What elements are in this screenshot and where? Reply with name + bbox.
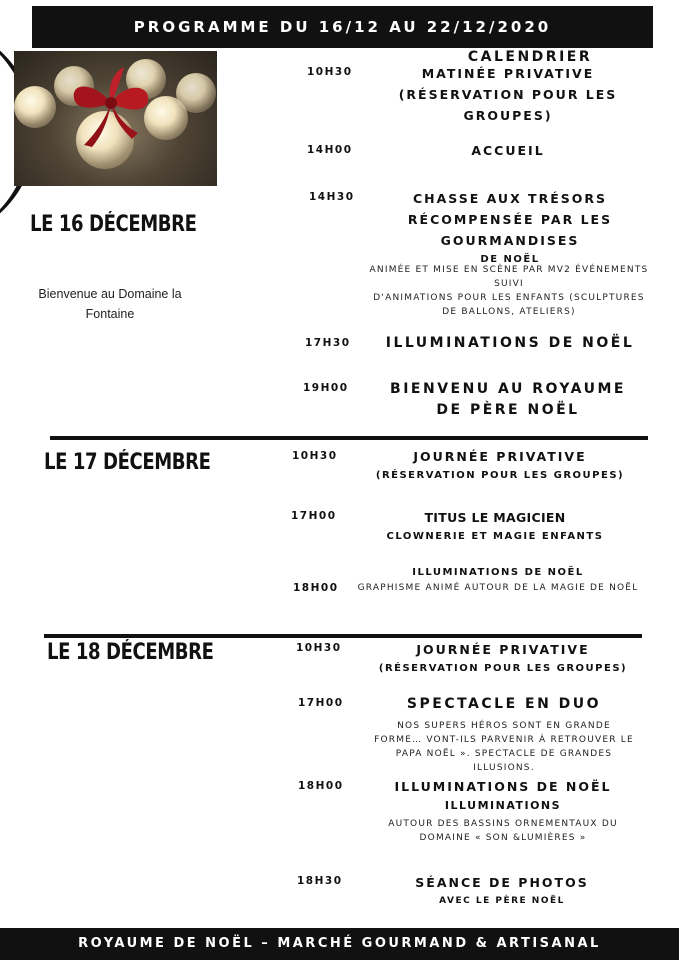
calendar-label: CALENDRIER bbox=[467, 49, 593, 65]
event-time: 10H30 bbox=[292, 450, 338, 462]
section-divider bbox=[50, 436, 648, 440]
event-time: 19H00 bbox=[303, 382, 349, 394]
red-bow-icon bbox=[66, 63, 156, 153]
event-journee-privative-18: JOURNÉE PRIVATIVE (RÉSERVATION POUR LES GROUPES) bbox=[378, 642, 628, 674]
program-title-banner: PROGRAMME DU 16/12 AU 22/12/2020 bbox=[32, 6, 653, 48]
event-journee-privative-17: JOURNÉE PRIVATIVE (RÉSERVATION POUR LES GROUPES) bbox=[375, 449, 625, 481]
christmas-lights-photo bbox=[14, 51, 217, 186]
event-time: 18H00 bbox=[293, 582, 339, 594]
event-time: 14H00 bbox=[307, 144, 353, 156]
event-spectacle-en-duo: SPECTACLE EN DUO NOS SUPERS HÉROS SONT EN GRANDE FORME… VONT-ILS PARVENIR À RETROUVER LE PAPA NOËL ». SPECTACLE DE GRANDES ILLUSIONS. bbox=[374, 696, 634, 773]
day-date-17: LE 17 DÉCEMBRE bbox=[44, 450, 211, 475]
event-titus-le-magicien: TITUS LE MAGICIEN CLOWNERIE ET MAGIE ENFANTS bbox=[386, 510, 604, 542]
welcome-text: Bienvenue au Domaine la Fontaine bbox=[38, 287, 182, 321]
event-chasse-description: ANIMÉE ET MISE EN SCÈNE PAR MV2 ÉVÉNEMENTS SUIVI D'ANIMATIONS POUR LES ENFANTS (SCULPTURES DE BALLONS, ATELIERS) bbox=[369, 265, 649, 317]
event-time: 18H00 bbox=[298, 780, 344, 792]
section-divider bbox=[44, 634, 642, 638]
event-time: 14H30 bbox=[309, 191, 355, 203]
event-time: 17H00 bbox=[291, 510, 337, 522]
event-time: 17H00 bbox=[298, 697, 344, 709]
event-time: 18H30 bbox=[297, 875, 343, 887]
footer-banner: ROYAUME DE NOËL – MARCHÉ GOURMAND & ARTISANAL bbox=[0, 928, 679, 960]
day-date-16: LE 16 DÉCEMBRE bbox=[30, 212, 197, 237]
event-time: 10H30 bbox=[296, 642, 342, 654]
event-illuminations-16: ILLUMINATIONS DE NOËL bbox=[385, 335, 635, 351]
event-time: 10H30 bbox=[307, 66, 353, 78]
event-matinee-privative: MATINÉE PRIVATIVE (RÉSERVATION POUR LES GROUPES) bbox=[398, 66, 618, 123]
event-accueil: ACCUEIL bbox=[471, 143, 545, 158]
event-illuminations-17: ILLUMINATIONS DE NOËL GRAPHISME ANIMÉ AUTOUR DE LA MAGIE DE NOËL bbox=[357, 567, 639, 593]
event-illuminations-18: ILLUMINATIONS DE NOËL ILLUMINATIONS AUTOUR DES BASSINS ORNEMENTAUX DU DOMAINE « SON &LUMIÈRES » bbox=[388, 779, 618, 843]
event-time: 17H30 bbox=[305, 337, 351, 349]
day-date-18: LE 18 DÉCEMBRE bbox=[47, 640, 214, 665]
event-royaume-pere-noel: BIENVENU AU ROYAUME DE PÈRE NOËL bbox=[390, 381, 626, 418]
event-seance-photos: SÉANCE DE PHOTOS AVEC LE PÈRE NOËL bbox=[415, 875, 589, 906]
event-chasse-aux-tresors: CHASSE AUX TRÉSORS RÉCOMPENSÉE PAR LES GOURMANDISES DE NOËL bbox=[407, 191, 613, 265]
